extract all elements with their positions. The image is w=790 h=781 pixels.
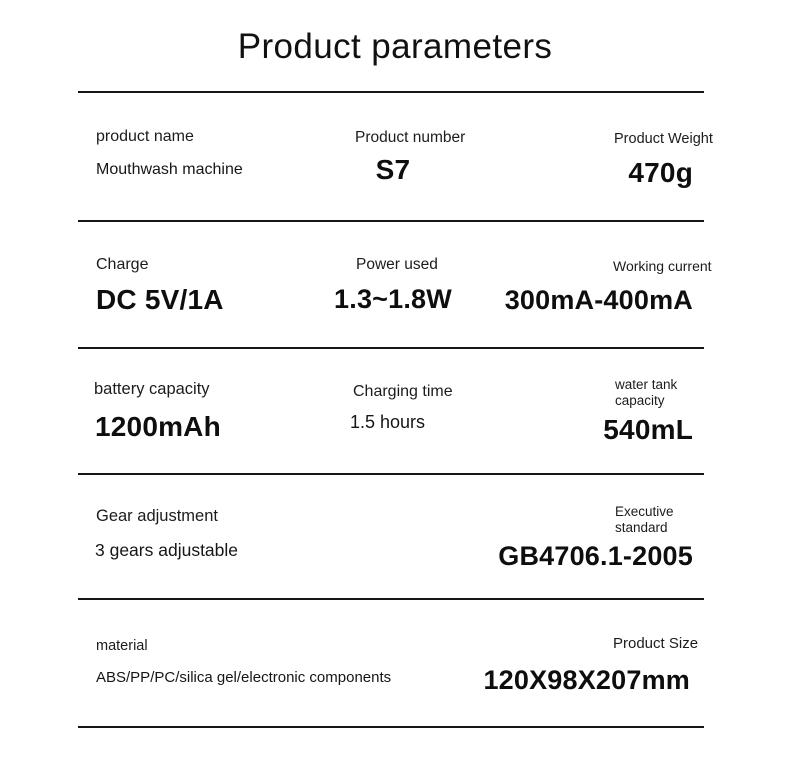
label-product-name: product name xyxy=(96,128,194,145)
value-working-current: 300mA-400mA xyxy=(504,285,693,315)
value-executive-standard: GB4706.1-2005 xyxy=(498,541,693,571)
value-water-tank-capacity: 540mL xyxy=(603,414,693,445)
value-material: ABS/PP/PC/silica gel/electronic components xyxy=(96,669,392,686)
label-gear-adjustment: Gear adjustment xyxy=(96,507,218,525)
value-charging-time: 1.5 hours xyxy=(350,412,426,432)
label-water-tank-capacity: water tank capacity xyxy=(615,377,678,408)
page-title: Product parameters xyxy=(237,27,553,66)
divider xyxy=(78,473,704,475)
label-working-current: Working current xyxy=(613,258,712,274)
value-product-name: Mouthwash machine xyxy=(96,161,243,178)
label-product-weight: Product Weight xyxy=(614,131,713,147)
value-battery-capacity: 1200mAh xyxy=(95,411,221,442)
label-executive-standard: Executive standard xyxy=(615,504,674,535)
divider xyxy=(78,220,704,222)
label-product-size: Product Size xyxy=(613,635,699,652)
divider xyxy=(78,598,704,600)
label-power-used: Power used xyxy=(356,256,438,273)
label-product-number: Product number xyxy=(355,129,466,146)
label-charging-time: Charging time xyxy=(353,383,453,400)
label-material: material xyxy=(96,638,148,654)
value-gear-adjustment: 3 gears adjustable xyxy=(95,540,239,560)
label-charge: Charge xyxy=(96,256,149,273)
value-product-size: 120X98X207mm xyxy=(483,665,690,695)
value-power-used: 1.3~1.8W xyxy=(334,284,452,314)
value-product-weight: 470g xyxy=(628,157,693,188)
divider xyxy=(78,347,704,349)
value-product-number: S7 xyxy=(375,154,411,185)
divider xyxy=(78,726,704,728)
divider xyxy=(78,91,704,93)
label-battery-capacity: battery capacity xyxy=(94,380,210,398)
value-charge: DC 5V/1A xyxy=(96,284,224,315)
